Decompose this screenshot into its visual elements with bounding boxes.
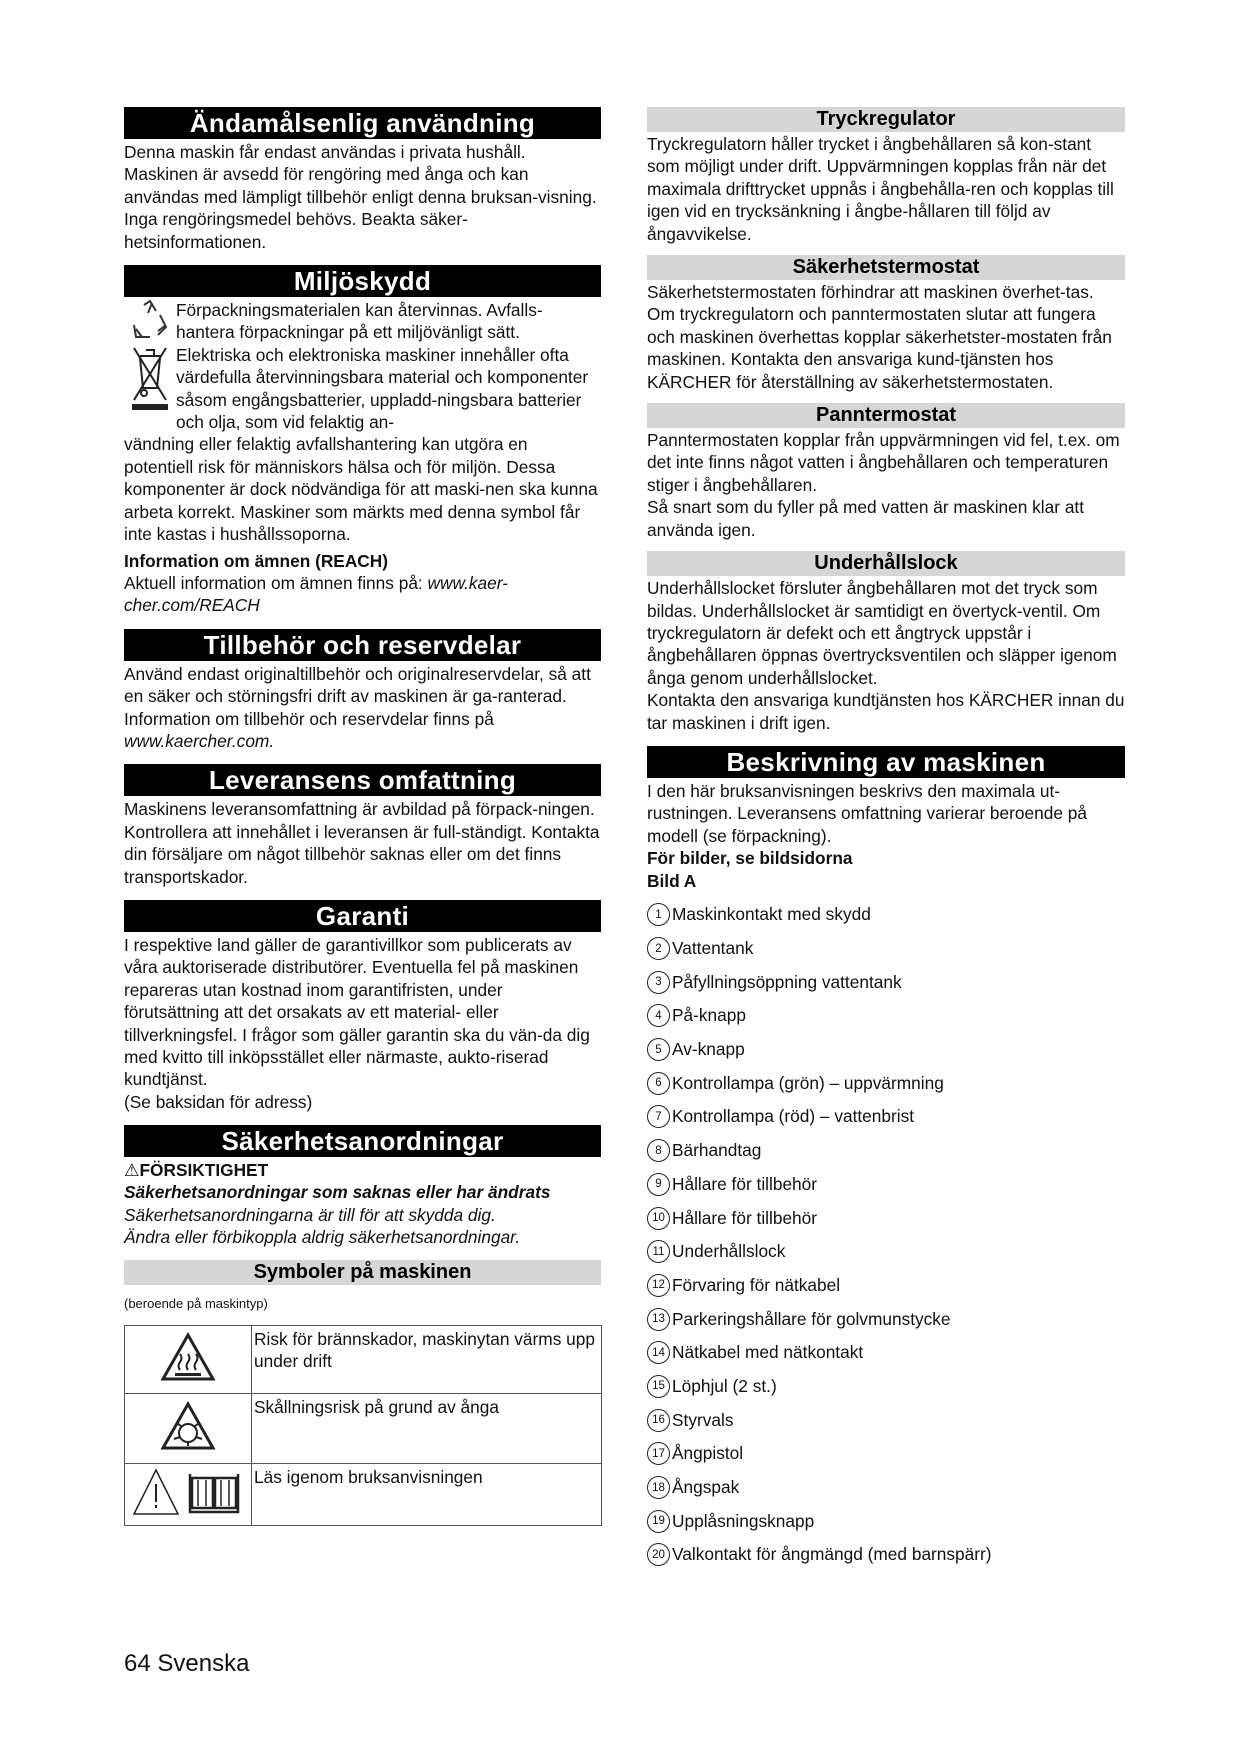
list-item [647, 1471, 1125, 1505]
list-item [647, 965, 1125, 999]
boiler-thermostat-text-2: Så snart som du fyller på med vatten är maskinen klar att använda igen. [647, 497, 1085, 540]
heading-safety-devices: Säkerhetsanordningar [124, 1125, 601, 1157]
heading-boiler-thermostat: Panntermostat [647, 403, 1125, 428]
section-pressure-regulator [647, 107, 1125, 245]
heading-delivery: Leveransens omfattning [124, 764, 601, 796]
item-label: Hållare för tillbehör [672, 1207, 818, 1228]
item-number: 11 [647, 1240, 670, 1263]
symbol-row [125, 1464, 602, 1526]
caution-line-1: Säkerhetsanordningarna är till för att skydda dig. [124, 1204, 496, 1225]
caution-label: ⚠FÖRSIKTIGHET [124, 1160, 269, 1181]
item-label: Maskinkontakt med skydd [672, 904, 871, 925]
list-item [647, 1504, 1125, 1538]
section-safety-thermostat [647, 255, 1125, 393]
item-number: 6 [647, 1072, 670, 1095]
steam-scald-icon [125, 1394, 252, 1464]
heading-safety-thermostat: Säkerhetstermostat [647, 255, 1125, 280]
list-item [647, 1538, 1125, 1572]
item-number: 15 [647, 1375, 670, 1398]
list-item [647, 1201, 1125, 1235]
item-number: 19 [647, 1510, 670, 1533]
item-number: 3 [647, 971, 670, 994]
symbol-row [125, 1394, 602, 1464]
figure-a-label: Bild A [647, 870, 697, 891]
recycle-icon [124, 299, 176, 341]
item-number: 4 [647, 1004, 670, 1027]
read-manual-icon [125, 1464, 252, 1526]
accessories-link[interactable]: www.kaercher.com. [124, 730, 275, 751]
item-label: Löphjul (2 st.) [672, 1375, 777, 1396]
list-item [647, 1167, 1125, 1201]
section-service-cap [647, 551, 1125, 734]
item-label: Ångpistol [672, 1443, 744, 1464]
list-item [647, 898, 1125, 932]
heading-environment: Miljöskydd [124, 265, 601, 297]
recycle-text: Förpackningsmaterialen kan återvinnas. Avfalls-hantera förpackningar på ett miljövänligt sätt. [176, 300, 543, 343]
description-text: I den här bruksanvisningen beskrivs den maximala ut-rustningen. Leveransens omfattning varierar beroende på modell (se förpackning). [647, 780, 1087, 846]
symbol-row [125, 1326, 602, 1394]
item-label: Av-knapp [672, 1039, 745, 1060]
footer-language: Svenska [157, 1650, 250, 1677]
item-label: Upplåsningsknapp [672, 1510, 815, 1531]
list-item [647, 1370, 1125, 1404]
list-item [647, 1269, 1125, 1303]
item-number: 1 [647, 903, 670, 926]
weee-text: Elektriska och elektroniska maskiner innehåller ofta värdefulla återvinningsbara material och komponenter såsom engångsbatterier, uppladd-ningsbara batterier och olja, som vid felaktig an- [176, 344, 589, 433]
reach-link[interactable]: www.kaer-cher.com/REACH [124, 572, 508, 616]
item-number: 12 [647, 1274, 670, 1297]
item-label: Valkontakt för ångmängd (med barnspärr) [672, 1544, 992, 1565]
intended-use-text: Denna maskin får endast användas i privata hushåll. Maskinen är avsedd för rengöring med ånga och kan användas med lämpligt tillbehör enligt denna bruksan-visning. Inga rengöringsmedel behövs. Beakta säker-hetsinformationen. [124, 142, 597, 252]
heading-symbols: Symboler på maskinen [124, 1260, 601, 1285]
page-footer [124, 1650, 249, 1678]
item-number: 9 [647, 1173, 670, 1196]
recycle-row [124, 299, 601, 344]
symbols-table [124, 1325, 602, 1526]
list-item [647, 1134, 1125, 1168]
section-safety-devices [124, 1125, 601, 1248]
section-accessories [124, 629, 601, 753]
heading-warranty: Garanti [124, 900, 601, 932]
heading-accessories: Tillbehör och reservdelar [124, 629, 601, 661]
item-label: Bärhandtag [672, 1140, 762, 1161]
list-item [647, 1100, 1125, 1134]
pressure-text: Tryckregulatorn håller trycket i ångbehållaren så kon-stant som möjligt under drift. Uppvärmningen kopplas från när det maximala drifttrycket uppnås i ångbehålla-ren och kopplas till igen vid en trycksänkning i ångbe-hållaren till följd av ångavvikelse. [647, 134, 1114, 244]
list-item [647, 1235, 1125, 1269]
list-item [647, 1437, 1125, 1471]
item-number: 16 [647, 1409, 670, 1432]
list-item [647, 1302, 1125, 1336]
warranty-text: I respektive land gäller de garantivillkor som publicerats av våra auktoriserade distributörer. Eventuella fel på maskinen repareras utan kostnad inom garantifristen, under förutsättning att det orsakats av ett material- eller tillverkningsfel. I frågor som gäller garantin ska du vän-da dig med kvitto till inköpsstället eller närmaste, aukto-riserad kundtjänst. [124, 934, 590, 1090]
weee-row [124, 344, 601, 434]
symbol-text: Skållningsrisk på grund av ånga [252, 1394, 602, 1464]
safety-thermostat-text: Säkerhetstermostaten förhindrar att maskinen överhet-tas. Om tryckregulatorn och panntermostaten slutar att fungera och maskinen överhettas kopplar säkerhetster-mostaten från maskinen. Kontakta den ansvariga kund-tjänsten hos KÄRCHER för återställning av säkerhetstermostaten. [647, 282, 1112, 392]
list-item [647, 1336, 1125, 1370]
item-label: Vattentank [672, 938, 754, 958]
warranty-address-note: (Se baksidan för adress) [124, 1091, 313, 1112]
reach-text: Aktuell information om ämnen finns på: www.kaer-cher.com/REACH [124, 572, 508, 616]
list-item [647, 999, 1125, 1033]
item-number: 20 [647, 1543, 670, 1566]
right-column [647, 107, 1125, 1572]
list-item [647, 1403, 1125, 1437]
section-environment [124, 265, 601, 617]
section-boiler-thermostat [647, 403, 1125, 541]
item-label: Förvaring för nätkabel [672, 1274, 841, 1295]
section-delivery [124, 764, 601, 888]
service-cap-text: Underhållslocket försluter ångbehållaren mot det tryck som bildas. Underhållslocket är samtidigt en övertyck-ventil. Om tryckregulatorn är defekt och ett ångtryck uppstår i ångbehållaren öppnas övertrycksventilen och släpper igenom ånga genom underhållslocket. [647, 578, 1117, 688]
item-number: 13 [647, 1308, 670, 1331]
accessories-text: Använd endast originaltillbehör och originalreservdelar, så att en säker och störningsfri drift av maskinen är ga-ranterad. [124, 663, 591, 707]
item-number: 17 [647, 1442, 670, 1465]
list-item [647, 932, 1125, 966]
heading-intended-use: Ändamålsenlig användning [124, 107, 601, 139]
item-number: 14 [647, 1341, 670, 1364]
weee-continued-text: vändning eller felaktig avfallshantering kan utgöra en potentiell risk för människors hälsa och för miljön. Dessa komponenter är dock nödvändiga för att maski-nen ska kunna arbeta korrekt. Maskiner som märkts med denna symbol får inte kastas i hushållssoporna. [124, 434, 598, 545]
item-label: Nätkabel med nätkontakt [672, 1342, 864, 1363]
symbol-text: Läs igenom bruksanvisningen [252, 1464, 602, 1526]
item-number: 5 [647, 1038, 670, 1061]
delivery-text: Maskinens leveransomfattning är avbildad på förpack-ningen. Kontrollera att innehållet i leveransen är full-ständigt. Kontakta din försäljare om något tillbehör saknas eller om det finns transportskador. [124, 799, 600, 887]
reach-title: Information om ämnen (REACH) [124, 550, 389, 571]
hot-surface-icon [125, 1326, 252, 1394]
item-number: 2 [647, 937, 670, 960]
item-label: Påfyllningsöppning vattentank [672, 971, 902, 992]
figures-label: För bilder, se bildsidorna [647, 848, 853, 869]
item-number: 10 [647, 1207, 670, 1230]
section-warranty [124, 900, 601, 1113]
item-label: Styrvals [672, 1409, 734, 1430]
list-item [647, 1066, 1125, 1100]
item-label: Kontrollampa (grön) – uppvärmning [672, 1072, 944, 1093]
parts-list [647, 898, 1125, 1572]
item-label: Underhållslock [672, 1241, 786, 1262]
item-label: Kontrollampa (röd) – vattenbrist [672, 1106, 915, 1127]
section-intended-use [124, 107, 601, 253]
heading-service-cap: Underhållslock [647, 551, 1125, 576]
service-cap-text-2: Kontakta den ansvariga kundtjänsten hos KÄRCHER innan du tar maskinen i drift igen. [647, 690, 1125, 733]
symbol-text: Risk för brännskador, maskinytan värms upp under drift [252, 1326, 602, 1394]
heading-description: Beskrivning av maskinen [647, 746, 1125, 778]
weee-bin-icon [124, 344, 176, 410]
symbols-note: (beroende på maskintyp) [124, 1296, 268, 1312]
section-symbols [124, 1260, 601, 1526]
section-description [647, 746, 1125, 1572]
item-number: 18 [647, 1476, 670, 1499]
list-item [647, 1033, 1125, 1067]
caution-line-2: Ändra eller förbikoppla aldrig säkerhetsanordningar. [124, 1227, 521, 1248]
item-label: Ångspak [672, 1477, 740, 1497]
caution-bold: Säkerhetsanordningar som saknas eller har ändrats [124, 1182, 551, 1203]
left-column [124, 107, 601, 1526]
item-number: 7 [647, 1105, 670, 1128]
page-number: 64 [124, 1650, 151, 1677]
accessories-text-2: Information om tillbehör och reservdelar finns på [124, 708, 494, 729]
item-label: På-knapp [672, 1005, 746, 1026]
item-label: Parkeringshållare för golvmunstycke [672, 1308, 951, 1329]
item-label: Hållare för tillbehör [672, 1173, 818, 1194]
item-number: 8 [647, 1139, 670, 1162]
heading-pressure-regulator: Tryckregulator [647, 107, 1125, 132]
boiler-thermostat-text: Panntermostaten kopplar från uppvärmningen vid fel, t.ex. om det inte finns något vatten i ångbehållaren och temperaturen stiger i ångbehållaren. [647, 430, 1120, 495]
